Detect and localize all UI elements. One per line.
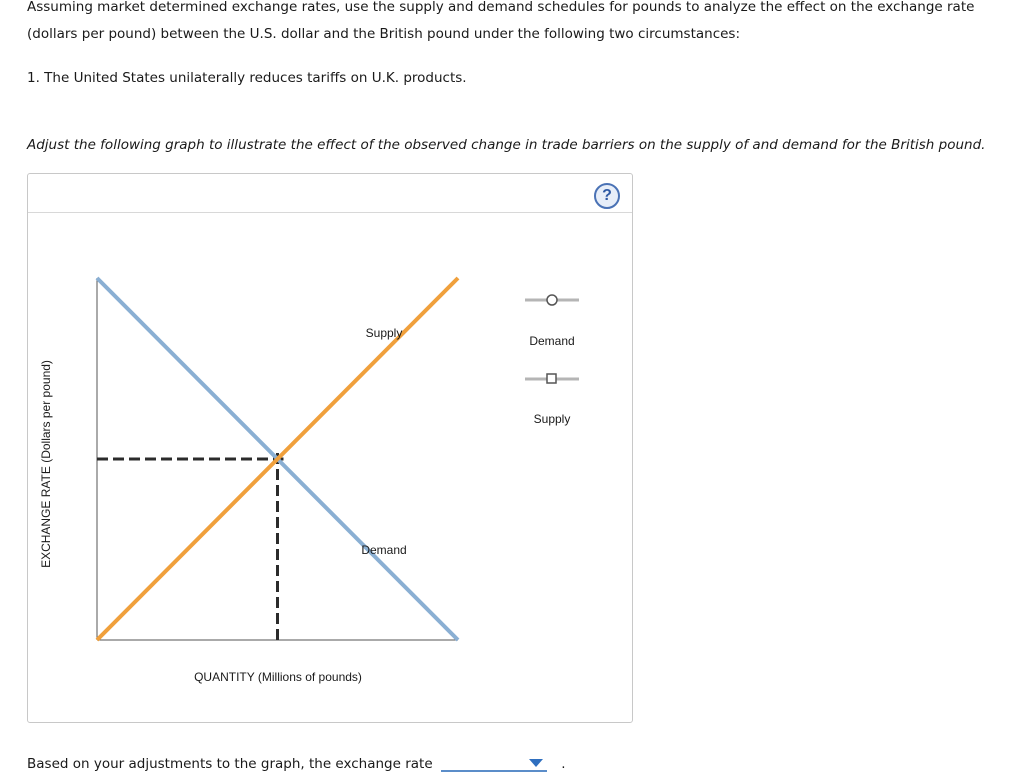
- answer-prefix: Based on your adjustments to the graph, the exchange rate: [27, 756, 433, 772]
- supply-curve-label: Supply: [365, 326, 403, 340]
- scenario-text: 1. The United States unilaterally reduces tariffs on U.K. products.: [27, 70, 467, 86]
- chevron-down-icon[interactable]: [529, 759, 543, 767]
- graph-chart: [28, 174, 632, 722]
- supply-tool-label: Supply: [533, 412, 571, 426]
- graph-panel: [27, 173, 633, 723]
- y-axis-label: EXCHANGE RATE (Dollars per pound): [39, 360, 53, 568]
- exchange-rate-dropdown[interactable]: [441, 754, 547, 772]
- question-text: Assuming market determined exchange rates, use the supply and demand schedules for pounds to analyze the effect on the exchange rate (dollars per pound) between the U.S. dollar and the British pound under the following two circumstances:: [27, 0, 975, 42]
- answer-suffix: .: [561, 756, 566, 772]
- demand-tool[interactable]: [525, 295, 579, 348]
- instruction-text: Adjust the following graph to illustrate the effect of the observed change in trade barriers on the supply of and demand for the British pound.: [27, 137, 986, 153]
- x-axis-label: QUANTITY (Millions of pounds): [194, 670, 362, 684]
- demand-tool-label: Demand: [529, 334, 575, 348]
- supply-tool[interactable]: [525, 374, 579, 426]
- circle-handle-icon[interactable]: [547, 295, 557, 305]
- answer-line: [27, 754, 566, 772]
- help-icon[interactable]: ?: [594, 183, 620, 209]
- demand-curve-label: Demand: [361, 543, 407, 557]
- square-handle-icon[interactable]: [547, 374, 556, 383]
